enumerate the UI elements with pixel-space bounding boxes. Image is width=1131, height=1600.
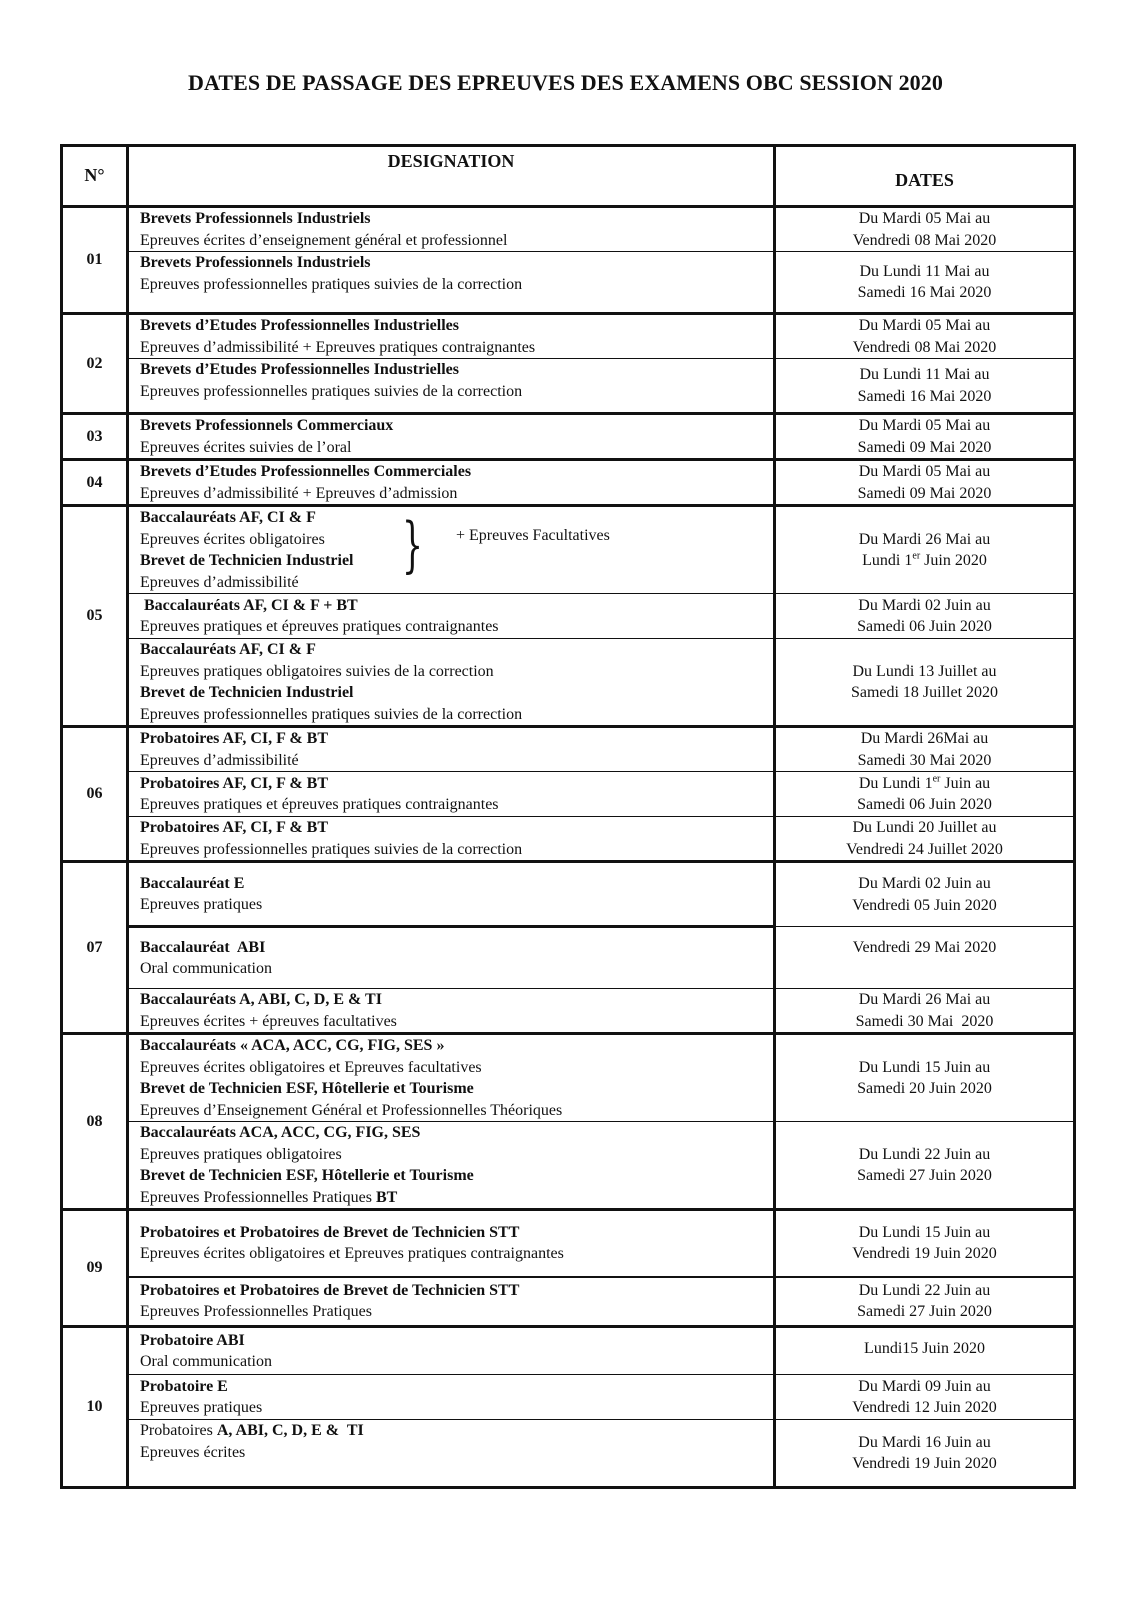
exam-name: Probatoires AF, CI, F & BT	[140, 774, 329, 792]
date-single: Vendredi 29 Mai 2020	[852, 939, 997, 956]
table-row	[62, 727, 1075, 772]
dates-cell	[775, 594, 1075, 639]
exam-name: Probatoire ABI	[140, 1331, 245, 1349]
dates-cell	[775, 927, 1075, 989]
exam-detail: Epreuves pratiques	[140, 1399, 263, 1416]
date-end: Samedi 20 Juin 2020	[857, 1080, 992, 1097]
exam-detail: Epreuves professionnelles pratiques suivies de la correction	[140, 840, 523, 858]
row-number: 07	[62, 862, 128, 1034]
date-end: Samedi 09 Mai 2020	[857, 438, 992, 456]
table-row	[62, 989, 1075, 1034]
table-row	[62, 252, 1075, 314]
header-num: N°	[62, 146, 128, 207]
date-end: Samedi 30 Mai 2020	[857, 751, 992, 769]
table-row	[62, 414, 1075, 460]
row-number: 08	[62, 1034, 128, 1210]
date-end: Samedi 27 Juin 2020	[857, 1167, 992, 1184]
date-end: Samedi 16 Mai 2020	[857, 284, 992, 301]
date-start: Du Mardi 26 Mai au	[858, 991, 991, 1008]
designation-cell	[128, 359, 775, 414]
optional-exams-note: + Epreuves Facultatives	[456, 527, 610, 544]
exam-name: Baccalauréats ACA, ACC, CG, FIG, SES	[140, 1124, 421, 1141]
exam-name: Baccalauréats A, ABI, C, D, E & TI	[140, 991, 382, 1008]
date-start: Du Lundi 13 Juillet au	[852, 662, 997, 680]
date-end-text: Juin 2020	[920, 552, 987, 569]
date-end: Vendredi 19 Juin 2020	[852, 1245, 997, 1263]
row-number: 03	[62, 414, 128, 460]
table-row	[62, 817, 1075, 862]
dates-cell	[775, 314, 1075, 359]
exam-name: Brevet de Technicien ESF, Hôtellerie et Tourisme	[140, 1167, 474, 1184]
row-number: 01	[62, 207, 128, 314]
exam-name: Brevets Professionnels Industriels	[140, 210, 371, 227]
dates-cell	[775, 989, 1075, 1034]
date-start-text: Du Lundi 1	[858, 774, 933, 792]
row-number: 05	[62, 506, 128, 727]
dates-cell	[775, 1327, 1075, 1375]
row-number: 02	[62, 314, 128, 414]
date-start: Du Mardi 26 Mai au	[858, 530, 991, 548]
brace-group	[140, 507, 773, 593]
exam-detail: Epreuves professionnelles pratiques suivies de la correction	[140, 705, 523, 723]
table-row	[62, 772, 1075, 817]
designation-cell	[128, 414, 775, 460]
exam-name: Probatoires et Probatoires de Brevet de Technicien STT	[140, 1281, 520, 1299]
dates-cell	[775, 862, 1075, 927]
date-start: Du Mardi 02 Juin au	[858, 875, 991, 892]
page-title: DATES DE PASSAGE DES EPREUVES DES EXAMENS OBC SESSION 2020	[187, 70, 943, 95]
row-number: 06	[62, 727, 128, 862]
designation-cell	[128, 314, 775, 359]
date-end: Samedi 30 Mai 2020	[855, 1012, 994, 1030]
exam-detail: Epreuves écrites + épreuves facultatives	[140, 1012, 397, 1030]
date-end: Vendredi 08 Mai 2020	[852, 338, 997, 356]
exam-detail-text: Epreuves Professionnelles Pratiques	[140, 1188, 376, 1206]
date-start: Du Lundi 11 Mai au	[859, 262, 990, 280]
designation-cell	[128, 1277, 775, 1327]
exam-name: Baccalauréats AF, CI & F + BT	[140, 596, 358, 614]
designation-cell	[128, 1420, 775, 1488]
date-start: Du Mardi 05 Mai au	[858, 417, 991, 434]
dates-cell	[775, 639, 1075, 727]
exam-name: Baccalauréat E	[140, 874, 245, 892]
exam-detail: Oral communication	[140, 960, 272, 977]
designation-cell	[128, 594, 775, 639]
table-row	[62, 506, 1075, 594]
date-end: Samedi 18 Juillet 2020	[850, 684, 999, 701]
dates-cell	[775, 207, 1075, 252]
date-start: Du Lundi 20 Juillet au	[852, 819, 997, 836]
date-end: Vendredi 12 Juin 2020	[852, 1399, 997, 1416]
designation-cell	[128, 1375, 775, 1420]
exam-name	[140, 1420, 773, 1442]
exam-detail: Epreuves d’admissibilité	[140, 573, 299, 591]
header-dates: DATES	[775, 146, 1075, 207]
exam-detail: Epreuves d’Enseignement Général et Professionnelles Théoriques	[140, 1101, 563, 1119]
date-start: Du Mardi 05 Mai au	[858, 210, 991, 227]
date-end: Samedi 06 Juin 2020	[857, 618, 992, 635]
exam-name: Brevets d’Etudes Professionnelles Commerciales	[140, 463, 472, 480]
designation-cell	[128, 1327, 775, 1375]
designation-cell	[128, 927, 775, 989]
table-row	[62, 359, 1075, 414]
exam-detail: Epreuves écrites obligatoires et Epreuves facultatives	[140, 1058, 482, 1076]
table-row	[62, 1375, 1075, 1420]
date-start: Du Mardi 05 Mai au	[858, 463, 991, 480]
exam-name: Probatoires AF, CI, F & BT	[140, 730, 329, 747]
date-start: Du Mardi 16 Juin au	[858, 1433, 991, 1451]
date-end: Vendredi 24 Juillet 2020	[846, 840, 1003, 858]
exam-name: Baccalauréats AF, CI & F	[140, 509, 316, 526]
table-row	[62, 1420, 1075, 1488]
dates-cell	[775, 1375, 1075, 1420]
exam-name: Baccalauréat ABI	[140, 938, 266, 956]
designation-cell	[128, 862, 775, 927]
table-row	[62, 1122, 1075, 1210]
dates-cell	[775, 1277, 1075, 1327]
row-number: 04	[62, 460, 128, 506]
designation-cell	[128, 639, 775, 727]
ordinal-suffix: er	[912, 550, 921, 562]
date-start: Du Lundi 22 Juin au	[858, 1145, 991, 1163]
exam-detail: Oral communication	[140, 1353, 272, 1370]
exam-name: Brevets Professionnels Commerciaux	[140, 417, 394, 434]
designation-cell	[128, 989, 775, 1034]
date-start: Du Mardi 09 Juin au	[858, 1377, 991, 1395]
date-start: Du Mardi 05 Mai au	[858, 317, 991, 334]
dates-cell	[775, 252, 1075, 314]
date-start-text: Juin au	[940, 774, 991, 792]
exam-detail: Epreuves d’admissibilité	[140, 751, 299, 769]
date-start	[776, 773, 1073, 795]
exam-detail: Epreuves écrites d’enseignement général et professionnel	[140, 231, 508, 249]
dates-cell	[775, 772, 1075, 817]
dates-cell	[775, 727, 1075, 772]
exam-detail: Epreuves pratiques obligatoires	[140, 1145, 342, 1163]
exam-name: Brevets d’Etudes Professionnelles Industrielles	[140, 317, 459, 334]
exam-detail: Epreuves écrites	[140, 1443, 246, 1461]
date-start: Du Lundi 15 Juin au	[858, 1223, 991, 1241]
curly-brace: }	[402, 510, 424, 580]
exam-detail	[140, 1187, 773, 1209]
row-number: 09	[62, 1210, 128, 1327]
designation-cell	[128, 817, 775, 862]
date-end: Vendredi 05 Juin 2020	[852, 896, 997, 914]
dates-cell	[775, 414, 1075, 460]
date-end	[776, 550, 1073, 572]
table-row	[62, 1327, 1075, 1375]
exam-name: Brevet de Technicien ESF, Hôtellerie et Tourisme	[140, 1080, 474, 1097]
date-start: Du Lundi 11 Mai au	[859, 366, 990, 383]
exam-name: Probatoires AF, CI, F & BT	[140, 819, 329, 836]
exam-name: Brevet de Technicien Industriel	[140, 552, 354, 569]
designation-cell	[128, 506, 775, 594]
exam-detail: Epreuves professionnelles pratiques suivies de la correction	[140, 275, 523, 293]
exam-detail: Epreuves pratiques et épreuves pratiques contraignantes	[140, 618, 499, 635]
table-row	[62, 1034, 1075, 1122]
date-end-text: Lundi 1	[862, 552, 913, 569]
exam-name: Brevet de Technicien Industriel	[140, 684, 354, 701]
designation-cell	[128, 460, 775, 506]
dates-cell	[775, 817, 1075, 862]
exam-detail: Epreuves pratiques	[140, 896, 263, 913]
designation-cell	[128, 772, 775, 817]
designation-cell	[128, 207, 775, 252]
exam-name: Probatoires et Probatoires de Brevet de Technicien STT	[140, 1223, 520, 1241]
table-row	[62, 460, 1075, 506]
date-end: Samedi 09 Mai 2020	[857, 484, 992, 502]
date-start: Du Mardi 26Mai au	[860, 730, 989, 747]
table-row	[62, 639, 1075, 727]
date-end: Samedi 27 Juin 2020	[857, 1303, 992, 1321]
date-end: Samedi 16 Mai 2020	[857, 387, 992, 405]
exam-name: Brevets d’Etudes Professionnelles Industrielles	[140, 361, 459, 378]
exam-detail-emphasis: BT	[375, 1188, 398, 1206]
exam-name: Probatoire E	[140, 1377, 228, 1395]
exam-detail: Epreuves écrites obligatoires	[140, 530, 325, 548]
exam-detail: Epreuves écrites obligatoires et Epreuves pratiques contraignantes	[140, 1245, 564, 1263]
dates-cell	[775, 1210, 1075, 1277]
exam-detail: Epreuves d’admissibilité + Epreuves d’admission	[140, 484, 458, 502]
exam-name: Brevets Professionnels Industriels	[140, 254, 371, 271]
designation-cell	[128, 727, 775, 772]
header-designation: DESIGNATION	[128, 146, 775, 207]
table-row	[62, 207, 1075, 252]
designation-cell	[128, 1034, 775, 1122]
exam-name-emphasis: A, ABI, C, D, E & TI	[216, 1422, 364, 1439]
row-number: 10	[62, 1327, 128, 1488]
exam-detail: Epreuves pratiques et épreuves pratiques contraignantes	[140, 796, 499, 813]
date-start: Du Lundi 22 Juin au	[858, 1281, 991, 1299]
dates-cell	[775, 460, 1075, 506]
exam-name: Baccalauréats AF, CI & F	[140, 641, 316, 658]
exam-name-text: Probatoires	[140, 1422, 217, 1439]
date-start: Du Mardi 02 Juin au	[858, 596, 991, 614]
designation-cell	[128, 252, 775, 314]
ordinal-suffix: er	[932, 773, 941, 785]
designation-cell	[128, 1210, 775, 1277]
dates-cell	[775, 1122, 1075, 1210]
exam-detail: Epreuves écrites suivies de l’oral	[140, 438, 352, 456]
exam-name: Baccalauréats « ACA, ACC, CG, FIG, SES »	[140, 1037, 445, 1054]
table-row	[62, 1277, 1075, 1327]
table-row	[62, 314, 1075, 359]
header-row	[62, 146, 1075, 207]
exam-detail: Epreuves Professionnelles Pratiques	[140, 1303, 372, 1321]
table-row	[62, 927, 1075, 989]
dates-cell	[775, 506, 1075, 594]
date-single: Lundi15 Juin 2020	[864, 1340, 985, 1357]
exam-detail: Epreuves d’admissibilité + Epreuves pratiques contraignantes	[140, 338, 536, 356]
dates-cell	[775, 1034, 1075, 1122]
designation-cell	[128, 1122, 775, 1210]
date-end: Samedi 06 Juin 2020	[857, 796, 992, 813]
table-row	[62, 862, 1075, 927]
table-row	[62, 1210, 1075, 1277]
date-end: Vendredi 08 Mai 2020	[852, 231, 997, 249]
exam-detail: Epreuves pratiques obligatoires suivies de la correction	[140, 662, 494, 680]
exam-schedule-table	[60, 144, 1076, 1489]
exam-detail: Epreuves professionnelles pratiques suivies de la correction	[140, 382, 523, 400]
table-row	[62, 594, 1075, 639]
dates-cell	[775, 1420, 1075, 1488]
dates-cell	[775, 359, 1075, 414]
date-end: Vendredi 19 Juin 2020	[852, 1455, 997, 1472]
date-start: Du Lundi 15 Juin au	[858, 1058, 991, 1076]
